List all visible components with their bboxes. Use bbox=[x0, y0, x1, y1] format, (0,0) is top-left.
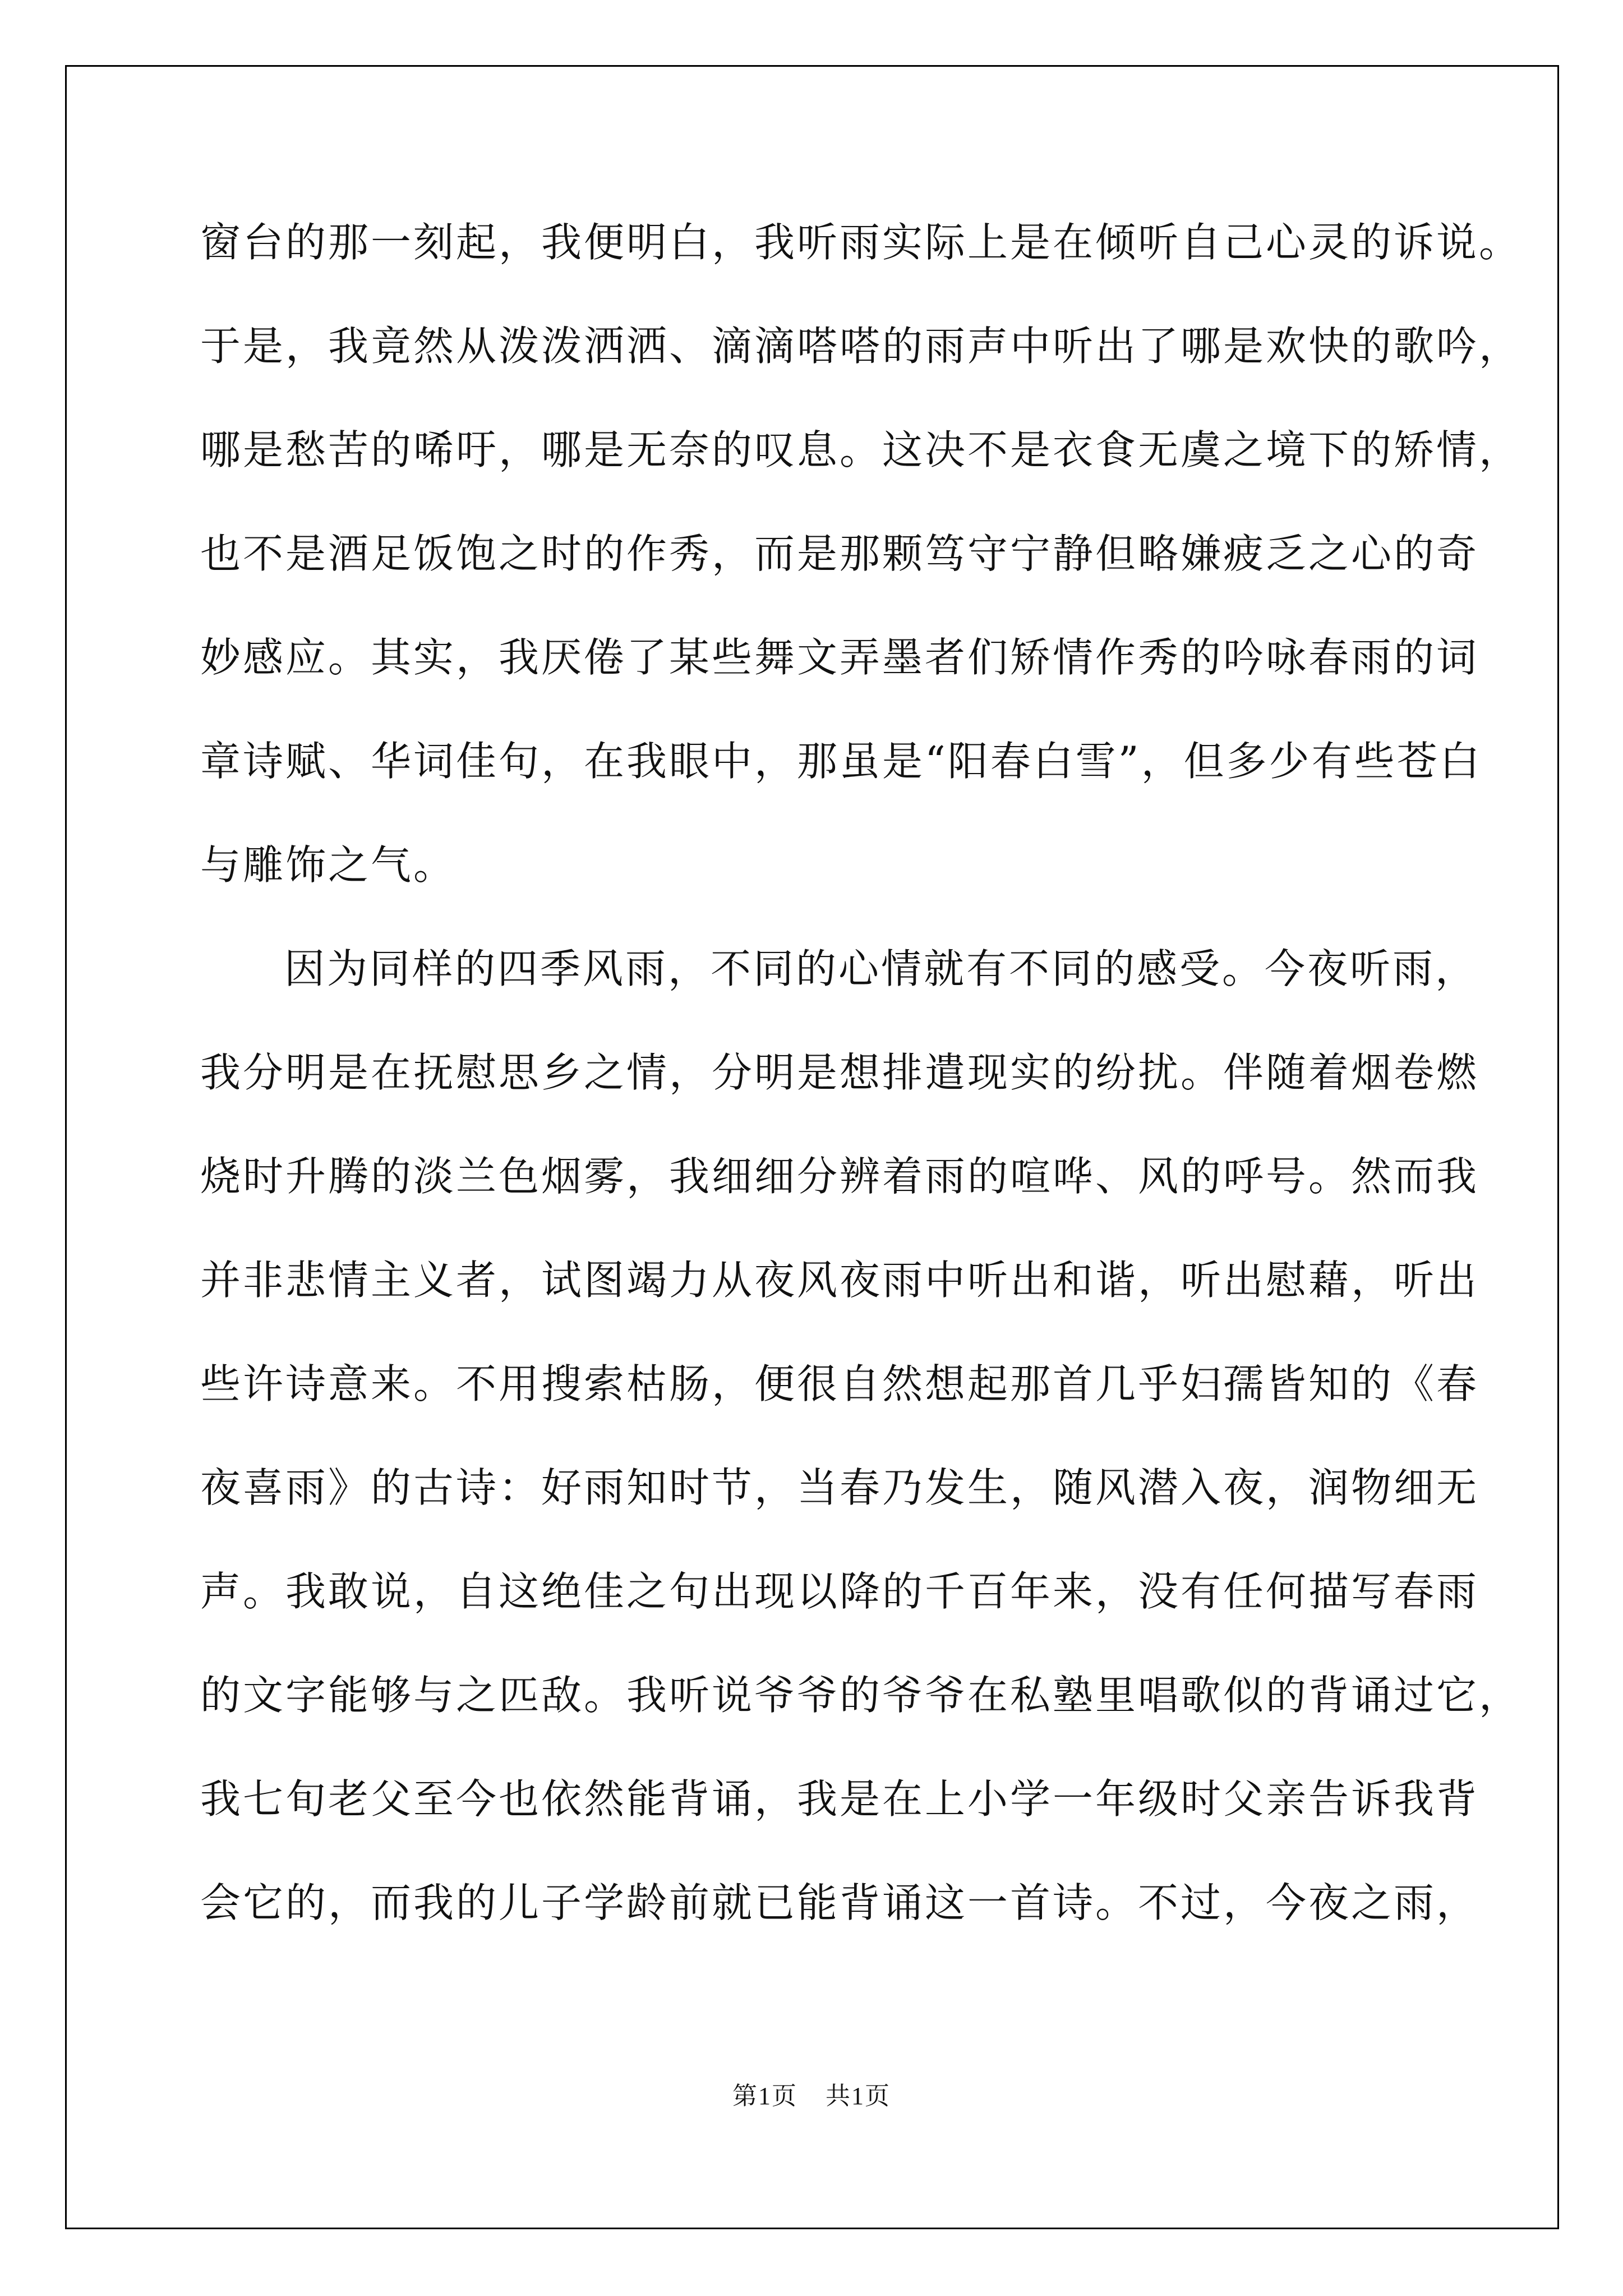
text-line: 我七旬老父至今也依然能背诵，我是在上小学一年级时父亲告诉我背 bbox=[200, 1775, 1479, 1823]
text-line: 夜喜雨》的古诗：好雨知时节，当春乃发生，随风潜入夜，润物细无 bbox=[200, 1464, 1479, 1511]
text-line: 哪是愁苦的唏吁，哪是无奈的叹息。这决不是衣食无虞之境下的矫情， bbox=[200, 426, 1522, 473]
text-line: 的文字能够与之匹敌。我听说爷爷的爷爷在私塾里唱歌似的背诵过它， bbox=[200, 1672, 1522, 1719]
text-line: 烧时升腾的淡兰色烟雾，我细细分辨着雨的喧哗、风的呼号。然而我 bbox=[200, 1153, 1479, 1200]
text-line: 也不是酒足饭饱之时的作秀，而是那颗笃守宁静但略嫌疲乏之心的奇 bbox=[200, 530, 1479, 577]
text-line: 与雕饰之气。 bbox=[200, 841, 457, 889]
text-line: 窗台的那一刻起，我便明白，我听雨实际上是在倾听自己心灵的诉说。 bbox=[200, 219, 1522, 266]
text-line: 并非悲情主义者，试图竭力从夜风夜雨中听出和谐，听出慰藉，听出 bbox=[200, 1257, 1479, 1304]
paragraph-start-line: 因为同样的四季风雨，不同的心情就有不同的感受。今夜听雨， bbox=[284, 945, 1478, 992]
page-footer bbox=[0, 2076, 1623, 2111]
document-body bbox=[200, 191, 1522, 1955]
text-line: 章诗赋、华词佳句，在我眼中，那虽是“阳春白雪”，但多少有些苍白 bbox=[200, 738, 1482, 785]
text-line: 些许诗意来。不用搜索枯肠，便很自然想起那首几乎妇孺皆知的《春 bbox=[200, 1360, 1479, 1407]
text-line: 于是，我竟然从泼泼洒洒、滴滴嗒嗒的雨声中听出了哪是欢快的歌吟， bbox=[200, 323, 1522, 370]
text-line: 会它的，而我的儿子学龄前就已能背诵这一首诗。不过，今夜之雨， bbox=[200, 1879, 1479, 1926]
text-line: 我分明是在抚慰思乡之情，分明是想排遣现实的纷扰。伴随着烟卷燃 bbox=[200, 1049, 1479, 1096]
page-number: 第1页 bbox=[732, 2082, 797, 2110]
text-line: 妙感应。其实，我厌倦了某些舞文弄墨者们矫情作秀的吟咏春雨的词 bbox=[200, 634, 1479, 681]
page-total: 共1页 bbox=[826, 2082, 891, 2110]
text-line: 声。我敢说，自这绝佳之句出现以降的千百年来，没有任何描写春雨 bbox=[200, 1568, 1479, 1615]
